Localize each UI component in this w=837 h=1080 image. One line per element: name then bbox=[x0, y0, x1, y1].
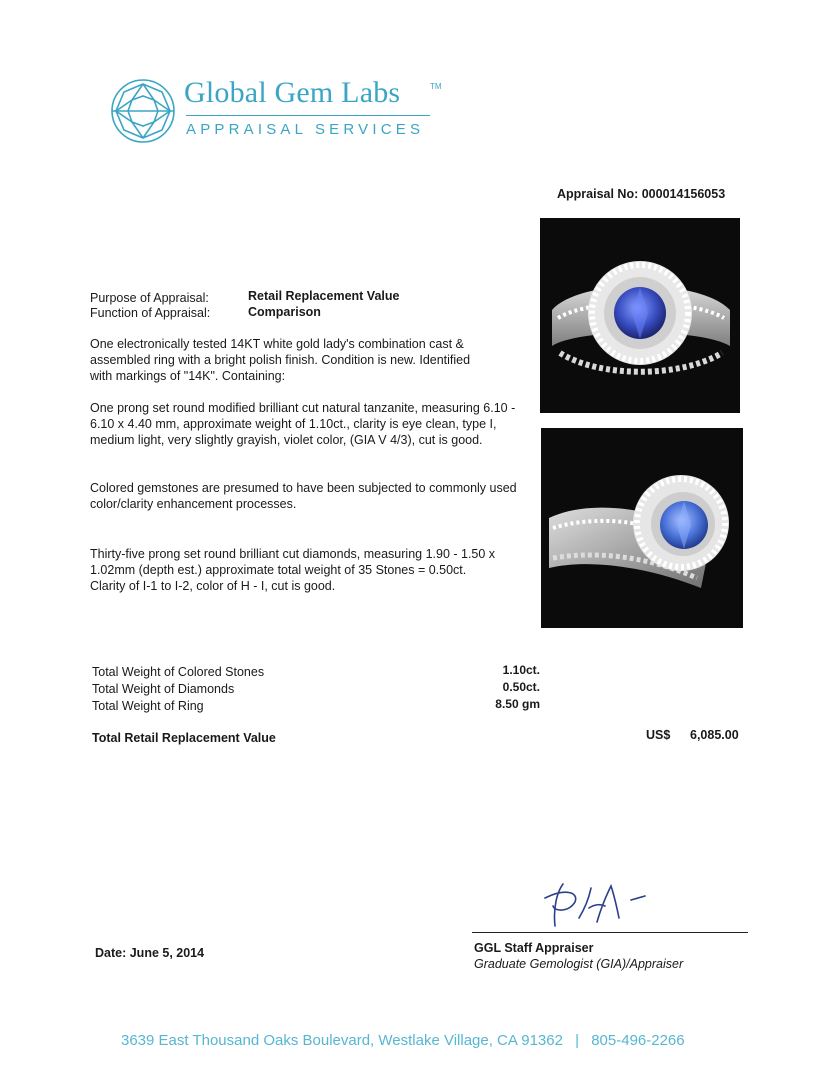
purpose-label: Purpose of Appraisal: bbox=[90, 291, 209, 305]
total-colored-stones-value: 1.10ct. bbox=[502, 663, 540, 677]
appraiser-title: GGL Staff Appraiser bbox=[474, 941, 594, 955]
retail-amount: 6,085.00 bbox=[690, 728, 739, 742]
enhancement-note: Colored gemstones are presumed to have been subjected to commonly used color/clarity enhancement processes. bbox=[90, 481, 517, 511]
appraiser-credentials: Graduate Gemologist (GIA)/Appraiser bbox=[474, 957, 684, 971]
total-ring-weight-label: Total Weight of Ring bbox=[92, 699, 204, 713]
ring-photo-side bbox=[541, 428, 743, 628]
diamond-description: Thirty-five prong set round brilliant cut diamonds, measuring 1.90 - 1.50 x 1.02mm (depth est.) approximate total weight of 35 Stones = 0.50ct. Clarity of I-1 to I-2, color of H - I, cut is good. bbox=[90, 547, 496, 593]
total-diamonds-value: 0.50ct. bbox=[502, 680, 540, 694]
purpose-value: Retail Replacement Value bbox=[248, 289, 400, 303]
ring-photo-top bbox=[540, 218, 740, 413]
logo-divider bbox=[186, 115, 430, 116]
ring-description: One electronically tested 14KT white gold lady's combination cast & assembled ring with a bright polish finish. Condition is new. Identified with markings of "14K". Containing: bbox=[90, 337, 471, 383]
retail-value-label: Total Retail Replacement Value bbox=[92, 731, 276, 745]
gem-outline-icon bbox=[110, 78, 176, 144]
retail-currency: US$ bbox=[646, 728, 671, 742]
trademark-mark: TM bbox=[430, 82, 442, 91]
tanzanite-description: One prong set round modified brilliant cut natural tanzanite, measuring 6.10 - 6.10 x 4.40 mm, approximate weight of 1.10ct., clarity is eye clean, type I, medium light, very slightly grayish, violet color, (GIA V 4/3), cut is good. bbox=[90, 401, 516, 447]
footer-address: 3639 East Thousand Oaks Boulevard, Westlake Village, CA 91362 bbox=[121, 1032, 563, 1049]
footer-separator: | bbox=[575, 1032, 580, 1049]
appraisal-date: Date: June 5, 2014 bbox=[95, 946, 205, 960]
company-logo bbox=[110, 78, 450, 148]
company-subtitle: APPRAISAL SERVICES bbox=[186, 121, 425, 138]
total-colored-stones-label: Total Weight of Colored Stones bbox=[92, 665, 265, 679]
function-value: Comparison bbox=[248, 305, 321, 319]
company-name: Global Gem Labs bbox=[184, 76, 401, 109]
footer-phone: 805-496-2266 bbox=[591, 1032, 685, 1049]
footer-contact bbox=[121, 1032, 685, 1049]
totals-labels bbox=[92, 664, 264, 715]
appraiser-signature bbox=[535, 878, 655, 930]
appraisal-number: Appraisal No: 000014156053 bbox=[557, 187, 726, 201]
totals-values bbox=[450, 662, 540, 713]
total-diamonds-label: Total Weight of Diamonds bbox=[92, 682, 235, 696]
function-label: Function of Appraisal: bbox=[90, 306, 211, 320]
total-ring-weight-value: 8.50 gm bbox=[495, 697, 540, 711]
signature-line bbox=[472, 932, 748, 933]
